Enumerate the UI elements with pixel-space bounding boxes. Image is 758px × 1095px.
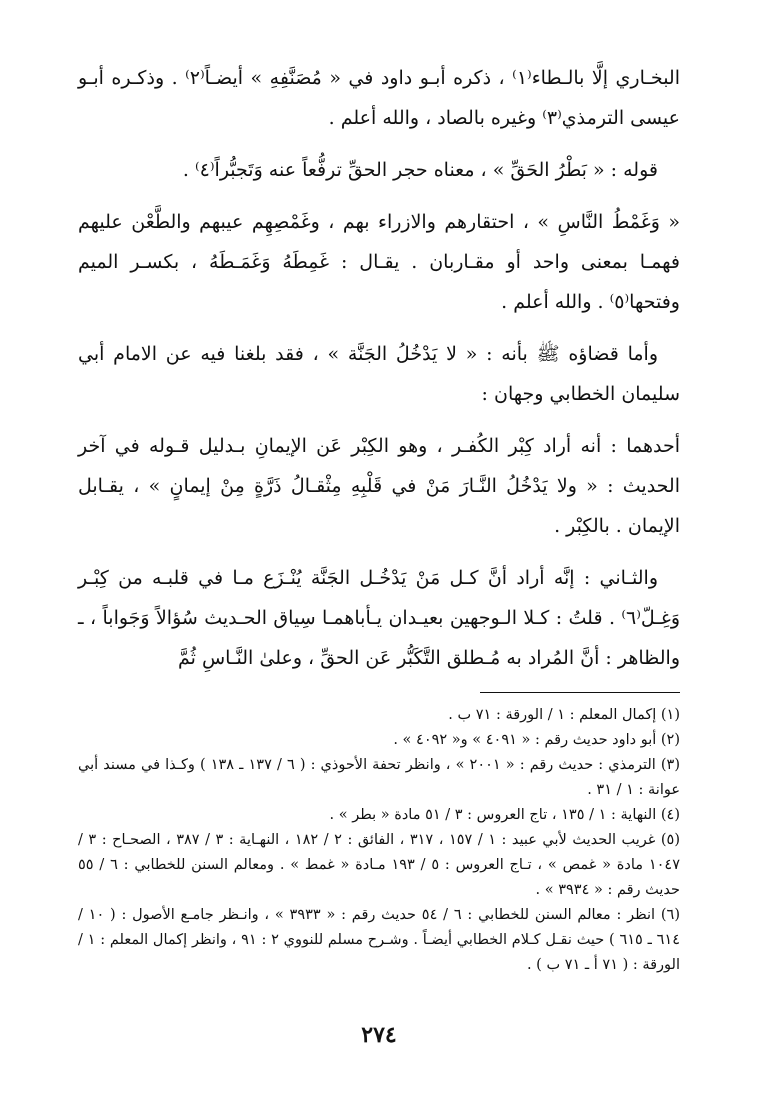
footnote: (١) إكمال المعلم : ١ / الورقة : ٧١ ب .: [448, 707, 680, 723]
footnote: (٣) الترمذي : حديث رقم : « ٢٠٠١ » ، وانظر تحفة الأحوذي : ( ٦ / ١٣٧ ـ ١٣٨ ) وكـذا في مسند أبي عوانة : ١ / ٣١ .: [78, 757, 681, 798]
page-number: ٢٧٤: [361, 1022, 397, 1048]
paragraph: وأما قضاؤه ﷺ بأنه : « لا يَدْخُلُ الجَنَّة » ، فقد بلغنا فيه عن الامام أبي سليمان الخطابي وجهان :: [78, 343, 680, 405]
main-text: [78, 58, 680, 678]
paragraph: أحدهما : أنه أراد كِبْر الكُفـر ، وهو الكِبْر عَن الإيمانِ بـدليل قـوله في آخر الحديث : « ولا يَدْخُلُ النَّـارَ مَنْ في قَلْبِهِ مِثْقـالُ ذَرَّةٍ مِنْ إيمانٍ » ، يقـابل الإيمان . بالكِبْر .: [78, 435, 680, 537]
paragraph: « وَغَمْطُ النَّاسِ » ، احتقارهم والازراء بهم ، وغَمْصِهِم عيبهم والطَّعْن عليهم فهمـا بمعنى واحد أو مقـاربان . يقـال : غَمِطَهُ وَغَمَـطَهُ ، بكسـر الميم وفتحها⁽٥⁾ . والله أعلم .: [78, 211, 680, 313]
footnote: (٦) انظر : معالم السنن للخطابي : ٦ / ٥٤ حديث رقم : « ٣٩٣٣ » ، وانـظر جامـع الأصول : ( ١٠ / ٦١٤ ـ ٦١٥ ) حيث نقـل كـلام الخطابي أيضـاً . وشـرح مسلم للنووي ٢ : ٩١ ، وانظر إكمال المعلم : ١ / الورقة : ( ٧١ أ ـ ٧١ ب ) .: [78, 907, 680, 973]
page-content: [78, 58, 680, 1058]
footnote: (٢) أبو داود حديث رقم : « ٤٠٩١ » و« ٤٠٩٢ » .: [393, 732, 680, 748]
paragraph: البخـاري إلَّا بالـطاء⁽١⁾ ، ذكره أبـو داود في « مُصَنَّفِهِ » أيضـاً⁽٢⁾ . وذكـره أبـو عيسى الترمذي⁽٣⁾ وغيره بالصاد ، والله أعلم .: [78, 67, 680, 129]
paragraph: والثـاني : إنَّه أراد أنَّ كـل مَنْ يَدْخُـل الجَنَّة يُنْـزَع مـا في قلبـه من كِبْـر وَغِـلّ⁽٦⁾ . قلتُ : كـلا الـوجهين بعيـدان يـأباهمـا سِياق الحـديث سُؤالاً وَجَواباً ، ـ والظاهر : أنَّ المُراد به مُـطلق التَّكَبُّر عَن الحقِّ ، وعلىٰ النَّـاسِ ثُمَّ: [78, 567, 680, 669]
footnotes: [78, 703, 680, 978]
paragraph: قوله : « بَطْرُ الحَقِّ » ، معناه حجر الحقِّ ترفُّعاً عنه وَتَجبُّراً⁽٤⁾ .: [182, 159, 658, 181]
footnote-separator: [480, 692, 680, 693]
footnote: (٤) النهاية : ١ / ١٣٥ ، تاج العروس : ٣ / ٥١ مادة « بطر » .: [329, 807, 680, 823]
footnote: (٥) غريب الحديث لأبي عبيد : ١ / ١٥٧ ، ٣١٧ ، الفائق : ٢ / ١٨٢ ، النهـاية : ٣ / ٣٨٧ ، الصحـاح : ٣ / ١٠٤٧ مادة « غمص » ، تـاج العروس : ٥ / ١٩٣ مـادة « غمط » . ومعالم السنن للخطابي : ٦ / ٥٥ حديث رقم : « ٣٩٣٤ » .: [78, 832, 681, 898]
